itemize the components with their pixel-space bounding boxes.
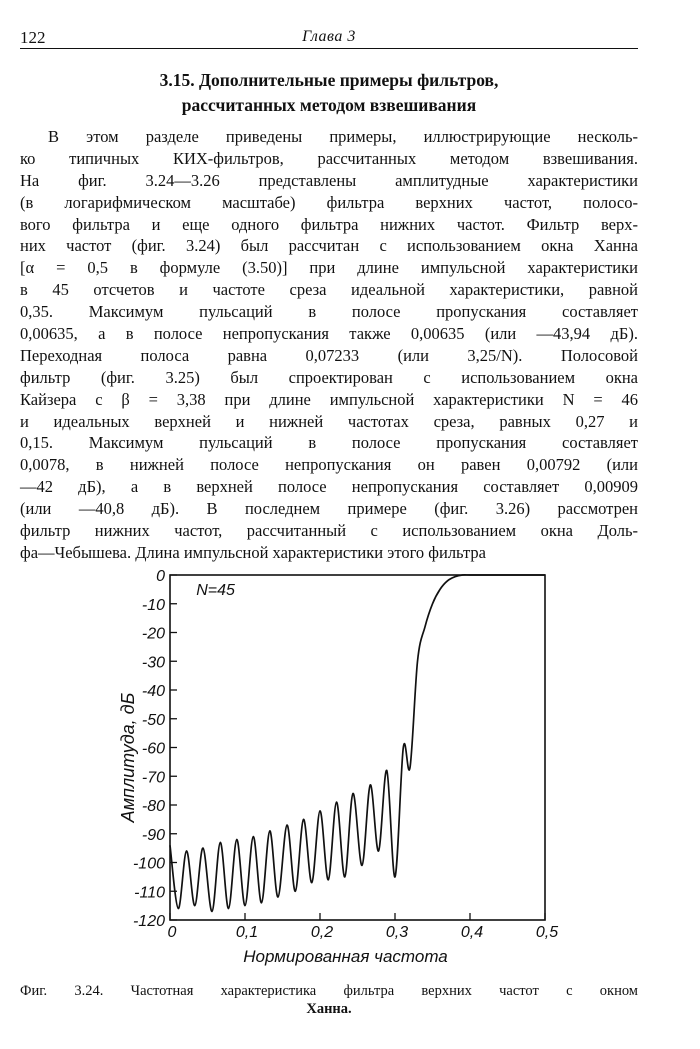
body-line: На фиг. 3.24—3.26 представлены амплитудные характеристики: [20, 170, 638, 190]
n-annotation: N=45: [196, 582, 235, 600]
y-tick-label: -70: [141, 769, 165, 787]
body-line: фильтр нижних частот, рассчитанный с использованием окна Доль-: [20, 521, 638, 541]
body-line: (или —40,8 дБ). В последнем примере (фиг. 3.26) рассмотрен: [20, 499, 638, 519]
figure-caption: [20, 982, 638, 1018]
body-line: фильтр (фиг. 3.25) был спроектирован с использованием окна: [20, 367, 638, 387]
y-axis-label: Амплитуда, дБ: [118, 692, 138, 823]
body-line: 0,00635, а в полосе непропускания также 0,00635 (или —43,94 дБ).: [20, 324, 638, 344]
section-title-line-2: рассчитанных методом взвешивания: [181, 95, 477, 115]
x-axis-label: Нормированная частота: [243, 947, 448, 966]
x-tick-label: 0,2: [310, 924, 334, 941]
body-line: (в логарифмическом масштабе) фильтра верхних частот, полосо-: [20, 192, 638, 212]
running-head: Глава 3: [302, 28, 356, 45]
body-line: вого фильтра и еще одного фильтра нижних частот. Фильтр верх-: [20, 214, 638, 234]
body-line: и идеальных верхней и нижней частотах среза, равных 0,27 и: [20, 411, 638, 431]
x-tick-label: 0,5: [535, 924, 559, 941]
body-line: Кайзера с β = 3,38 при длине импульсной характеристики N = 46: [20, 389, 638, 409]
body-line: них частот (фиг. 3.24) был рассчитан с использованием окна Ханна: [20, 236, 638, 256]
body-text: [20, 126, 638, 564]
x-tick-label: 0,4: [460, 924, 484, 941]
y-tick-label: -20: [141, 625, 165, 643]
figure-3-24-chart: [0, 560, 700, 980]
body-line: 0,0078, в нижней полосе непропускания он равен 0,00792 (или: [20, 455, 638, 475]
y-tick-label: -120: [132, 913, 165, 930]
body-line: [α = 0,5 в формуле (3.50)] при длине импульсной характеристики: [20, 258, 638, 278]
page-header: [20, 26, 638, 49]
y-tick-label: -90: [141, 826, 165, 844]
body-line: 0,35. Максимум пульсаций в полосе пропускания составляет: [20, 302, 638, 322]
response-curve: [170, 575, 545, 912]
body-line: в 45 отсчетов и частоте среза идеальной характеристики, равной: [20, 280, 638, 300]
y-tick-label: -60: [141, 740, 165, 758]
caption-line-2: Ханна.: [306, 1001, 352, 1017]
body-line: фа—Чебышева. Длина импульсной характеристики этого фильтра: [20, 542, 486, 562]
page-number: 122: [20, 28, 46, 47]
y-tick-label: -110: [134, 884, 165, 902]
y-tick-label: -30: [141, 654, 165, 672]
y-tick-label: -50: [141, 711, 165, 729]
y-tick-label: -100: [132, 855, 165, 873]
body-line: —42 дБ), а в верхней полосе непропускания составляет 0,00909: [20, 477, 638, 497]
body-line: В этом разделе приведены примеры, иллюстрирующие несколь-: [48, 127, 638, 146]
y-tick-label: 0: [156, 568, 165, 585]
plot-frame: [170, 575, 545, 920]
caption-line-1: Фиг. 3.24. Частотная характеристика фильтра верхних частот с окном: [20, 983, 638, 999]
y-tick-label: -80: [141, 798, 165, 815]
x-tick-label: 0: [167, 924, 177, 941]
section-title: [20, 68, 638, 118]
body-line: Переходная полоса равна 0,07233 (или 3,25/N). Полосовой: [20, 345, 638, 365]
y-tick-label: -40: [141, 683, 165, 700]
section-title-line-1: 3.15. Дополнительные примеры фильтров,: [159, 70, 499, 90]
x-tick-label: 0,1: [235, 924, 259, 941]
body-line: ко типичных КИХ-фильтров, рассчитанных методом взвешивания.: [20, 148, 638, 168]
x-tick-label: 0,3: [385, 924, 409, 941]
body-line: 0,15. Максимум пульсаций в полосе пропускания составляет: [20, 433, 638, 453]
y-tick-label: -10: [141, 596, 165, 614]
